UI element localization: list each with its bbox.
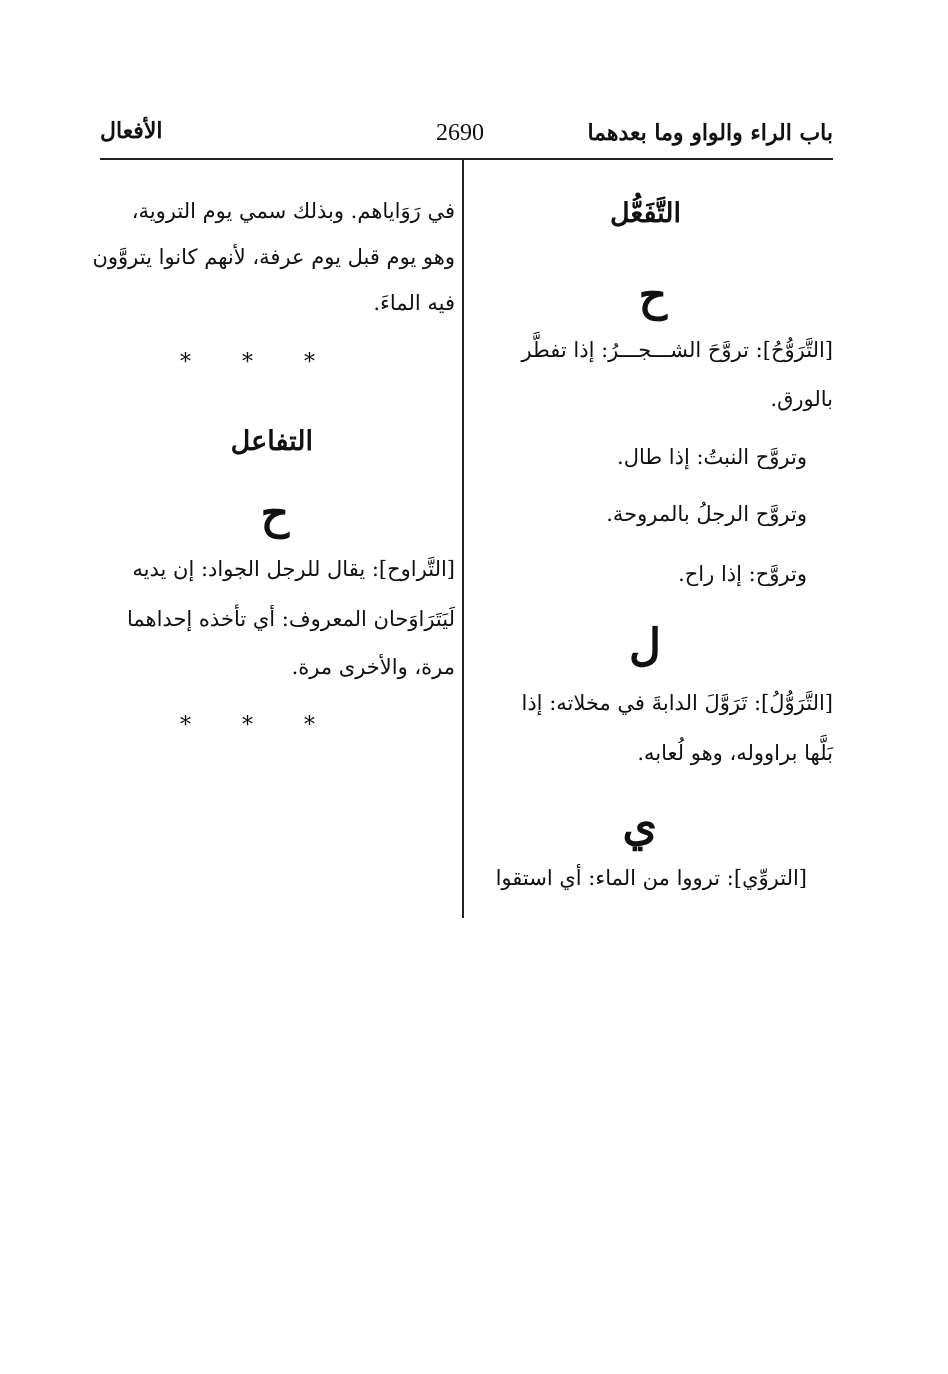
section-title: الأفعال <box>100 118 163 144</box>
section-heading-tafaul: التَّفَعُّل <box>609 198 681 229</box>
section-separator-stars: * * * <box>180 350 337 375</box>
chapter-title: باب الراء والواو وما بعدهما <box>587 120 833 146</box>
section-heading-tafaul-2: التفاعل <box>230 426 313 457</box>
column-divider <box>462 158 464 918</box>
entry-line: بَلَّها براووله، وهو لُعابه. <box>637 741 833 765</box>
entry-line: مرة، والأخرى مرة. <box>291 655 455 679</box>
entry-line: فيه الماءَ. <box>373 291 455 315</box>
entry-line: [التَّرَوُّلُ]: تَرَوَّلَ الدابةَ في مخلاته: إذا <box>521 691 833 715</box>
entry-line: وتروَّح الرجلُ بالمروحة. <box>606 502 807 526</box>
entry-line: [التَّراوح]: يقال للرجل الجواد: إن يديه <box>132 557 455 581</box>
entry-line: وتروَّح النبتُ: إذا طال. <box>617 445 807 469</box>
entry-line: بالورق. <box>770 387 833 411</box>
letter-heading-lam: ل <box>629 620 661 671</box>
letter-heading-ha: ح <box>638 270 667 321</box>
entry-line: في رَوَاياهم. وبذلك سمي يوم التروية، <box>131 199 455 223</box>
entry-line: [التَّرَوُّحُ]: تروَّحَ الشـــجـــرُ: إذا تفطَّر <box>521 338 833 362</box>
entry-line: وهو يوم قبل يوم عرفة، لأنهم كانوا يتروَّون <box>92 245 455 269</box>
entry-line: [التروِّي]: ترووا من الماء: أي استقوا <box>495 866 807 890</box>
page-header <box>100 112 833 160</box>
entry-line: لَيَتَرَاوَحان المعروف: أي تأخذه إحداهما <box>126 607 455 631</box>
letter-heading-ha: ح <box>260 488 289 539</box>
page-number: 2690 <box>436 120 484 146</box>
section-separator-stars: * * * <box>180 713 337 738</box>
entry-line: وتروَّح: إذا راح. <box>678 562 807 586</box>
letter-heading-ya: ي <box>622 800 657 851</box>
